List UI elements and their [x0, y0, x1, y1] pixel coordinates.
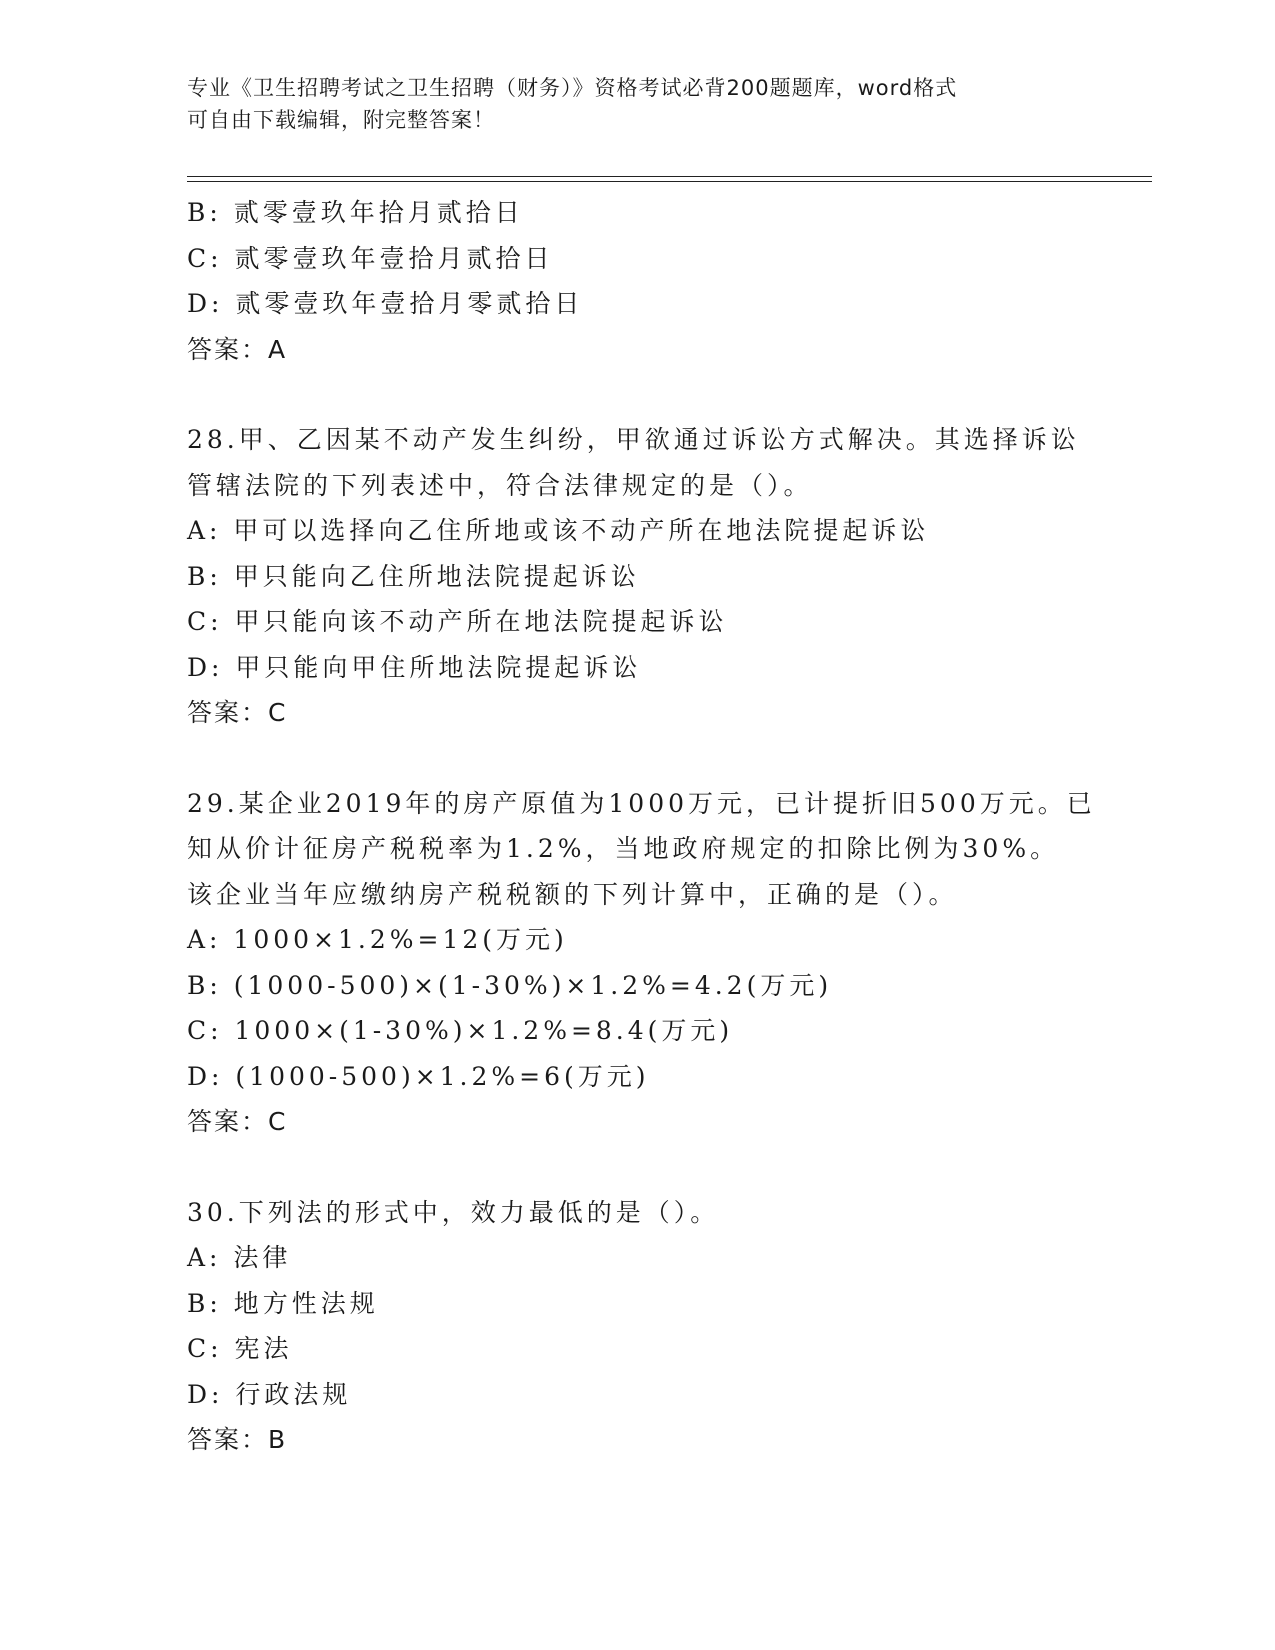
- option-c: C: 贰零壹玖年壹拾月贰拾日: [187, 243, 554, 273]
- option-b: B: 甲只能向乙住所地法院提起诉讼: [187, 561, 640, 591]
- option-b: B: 贰零壹玖年拾月贰拾日: [187, 198, 524, 227]
- header-line-2: 可自由下载编辑，附完整答案！: [187, 108, 495, 132]
- option-a: A: 法律: [187, 1243, 292, 1272]
- spacer: [187, 372, 1087, 417]
- question-stem: 知从价计征房产税税率为1.2%，当地政府规定的扣除比例为30%。: [187, 834, 1060, 863]
- question-27-tail: [187, 190, 1087, 372]
- option-c: C: 宪法: [187, 1334, 293, 1363]
- header-rule-bottom: [187, 181, 1152, 182]
- spacer: [187, 1145, 1087, 1190]
- answer: 答案：C: [187, 698, 288, 727]
- option-c: C: 1000×(1-30%)×1.2%=8.4(万元): [187, 1016, 734, 1045]
- option-b: B: (1000-500)×(1-30%)×1.2%=4.2(万元): [187, 970, 833, 1000]
- question-29: [187, 781, 1096, 1145]
- question-stem: 该企业当年应缴纳房产税税额的下列计算中，正确的是（）。: [187, 879, 958, 909]
- question-stem: 29.某企业2019年的房产原值为1000万元，已计提折旧500万元。已: [187, 788, 1096, 818]
- option-a: A: 1000×1.2%=12(万元): [187, 925, 568, 954]
- question-list: [187, 190, 1096, 1463]
- question-stem: 30.下列法的形式中，效力最低的是（）。: [187, 1197, 720, 1227]
- question-stem: 管辖法院的下列表述中，符合法律规定的是（）。: [187, 470, 813, 500]
- question-stem: 28.甲、乙因某不动产发生纠纷，甲欲通过诉讼方式解决。其选择诉讼: [187, 425, 1080, 454]
- document-header: [187, 72, 1067, 136]
- question-30: [187, 1190, 1087, 1463]
- header-line-1: 专业《卫生招聘考试之卫生招聘（财务）》资格考试必背200题题库，word格式: [187, 76, 958, 100]
- option-d: D: 行政法规: [187, 1379, 352, 1409]
- option-c: C: 甲只能向该不动产所在地法院提起诉讼: [187, 607, 728, 636]
- option-b: B: 地方性法规: [187, 1288, 379, 1318]
- header-rule-top: [187, 176, 1152, 177]
- option-d: D: (1000-500)×1.2%=6(万元): [187, 1061, 650, 1091]
- option-a: A: 甲可以选择向乙住所地或该不动产所在地法院提起诉讼: [187, 516, 930, 545]
- option-d: D: 贰零壹玖年壹拾月零贰拾日: [187, 289, 584, 318]
- answer: 答案：A: [187, 334, 288, 364]
- answer: 答案：B: [187, 1425, 288, 1454]
- option-d: D: 甲只能向甲住所地法院提起诉讼: [187, 652, 642, 682]
- answer: 答案：C: [187, 1107, 288, 1136]
- question-28: [187, 417, 1087, 736]
- spacer: [187, 736, 1087, 781]
